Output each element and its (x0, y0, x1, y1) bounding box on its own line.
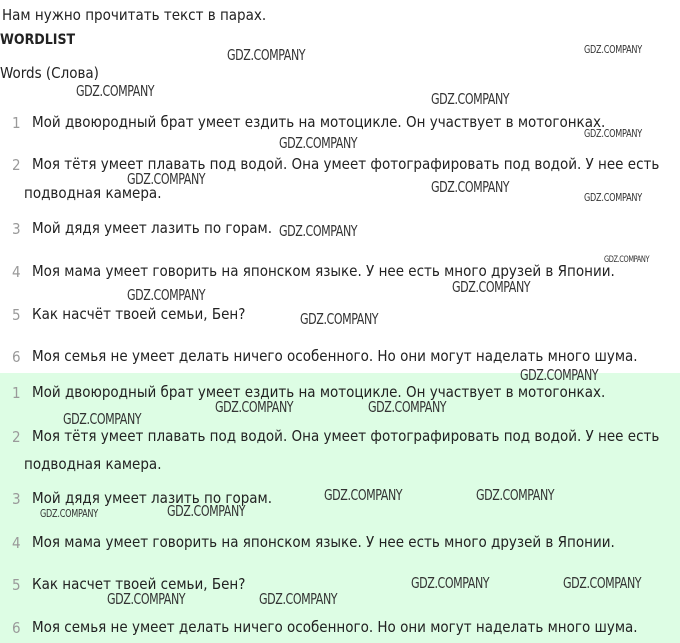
list-b-text-4: Моя мама умеет говорить на японском языке. У нее есть много друзей в Японии. (32, 533, 615, 551)
wordlist-heading: WORDLIST (0, 32, 76, 48)
watermark: GDZ.COMPANY (584, 43, 642, 56)
words-subheading: Words (Слова) (0, 64, 99, 82)
list-a-num-3: 3 (12, 220, 21, 238)
watermark: GDZ.COMPANY (431, 90, 510, 108)
list-a-text-5: Как насчёт твоей семьи, Бен? (32, 305, 246, 323)
list-a-text-6: Моя семья не умеет делать ничего особенного. Но они могут наделать много шума. (32, 347, 638, 365)
watermark: GDZ.COMPANY (368, 398, 447, 416)
list-b-num-2: 2 (12, 428, 21, 446)
list-b-text-1: Мой двоюродный брат умеет ездить на мотоцикле. Он участвует в мотогонках. (32, 383, 606, 401)
watermark: GDZ.COMPANY (563, 574, 642, 592)
watermark: GDZ.COMPANY (476, 486, 555, 504)
list-b-num-6: 6 (12, 619, 21, 637)
watermark: GDZ.COMPANY (431, 178, 510, 196)
intro-text: Нам нужно прочитать текст в парах. (2, 6, 267, 24)
list-b-text-2-cont: подводная камера. (24, 455, 162, 473)
list-a-text-4: Моя мама умеет говорить на японском языке. У нее есть много друзей в Японии. (32, 262, 615, 280)
watermark: GDZ.COMPANY (520, 366, 599, 384)
list-a-num-4: 4 (12, 263, 21, 281)
list-b-text-2: Моя тётя умеет плавать под водой. Она умеет фотографировать под водой. У нее есть (32, 427, 660, 445)
watermark: GDZ.COMPANY (279, 222, 358, 240)
watermark: GDZ.COMPANY (604, 255, 650, 265)
watermark: GDZ.COMPANY (584, 191, 642, 204)
watermark: GDZ.COMPANY (300, 310, 379, 328)
watermark: GDZ.COMPANY (76, 82, 155, 100)
watermark: GDZ.COMPANY (259, 590, 338, 608)
watermark: GDZ.COMPANY (584, 127, 642, 140)
list-a-text-2: Моя тётя умеет плавать под водой. Она умеет фотографировать под водой. У нее есть (32, 155, 660, 173)
list-b-num-3: 3 (12, 490, 21, 508)
watermark: GDZ.COMPANY (127, 170, 206, 188)
watermark: GDZ.COMPANY (215, 398, 294, 416)
list-a-num-6: 6 (12, 348, 21, 366)
list-b-text-5: Как насчет твоей семьи, Бен? (32, 575, 246, 593)
watermark: GDZ.COMPANY (324, 486, 403, 504)
list-b-num-5: 5 (12, 576, 21, 594)
watermark: GDZ.COMPANY (279, 134, 358, 152)
watermark: GDZ.COMPANY (411, 574, 490, 592)
list-a-text-2-cont: подводная камера. (24, 184, 162, 202)
list-b-text-3: Мой дядя умеет лазить по горам. (32, 489, 272, 507)
watermark: GDZ.COMPANY (452, 278, 531, 296)
watermark: GDZ.COMPANY (40, 507, 98, 520)
list-a-num-2: 2 (12, 156, 21, 174)
list-b-num-4: 4 (12, 534, 21, 552)
list-b-num-1: 1 (12, 384, 21, 402)
watermark: GDZ.COMPANY (127, 286, 206, 304)
list-a-num-1: 1 (12, 114, 21, 132)
list-a-text-1: Мой двоюродный брат умеет ездить на мотоцикле. Он участвует в мотогонках. (32, 113, 606, 131)
list-a-num-5: 5 (12, 306, 21, 324)
watermark: GDZ.COMPANY (227, 46, 306, 64)
watermark: GDZ.COMPANY (167, 502, 246, 520)
list-b-text-6: Моя семья не умеет делать ничего особенного. Но они могут наделать много шума. (32, 618, 638, 636)
list-a-text-3: Мой дядя умеет лазить по горам. (32, 219, 272, 237)
watermark: GDZ.COMPANY (63, 410, 142, 428)
watermark: GDZ.COMPANY (107, 590, 186, 608)
